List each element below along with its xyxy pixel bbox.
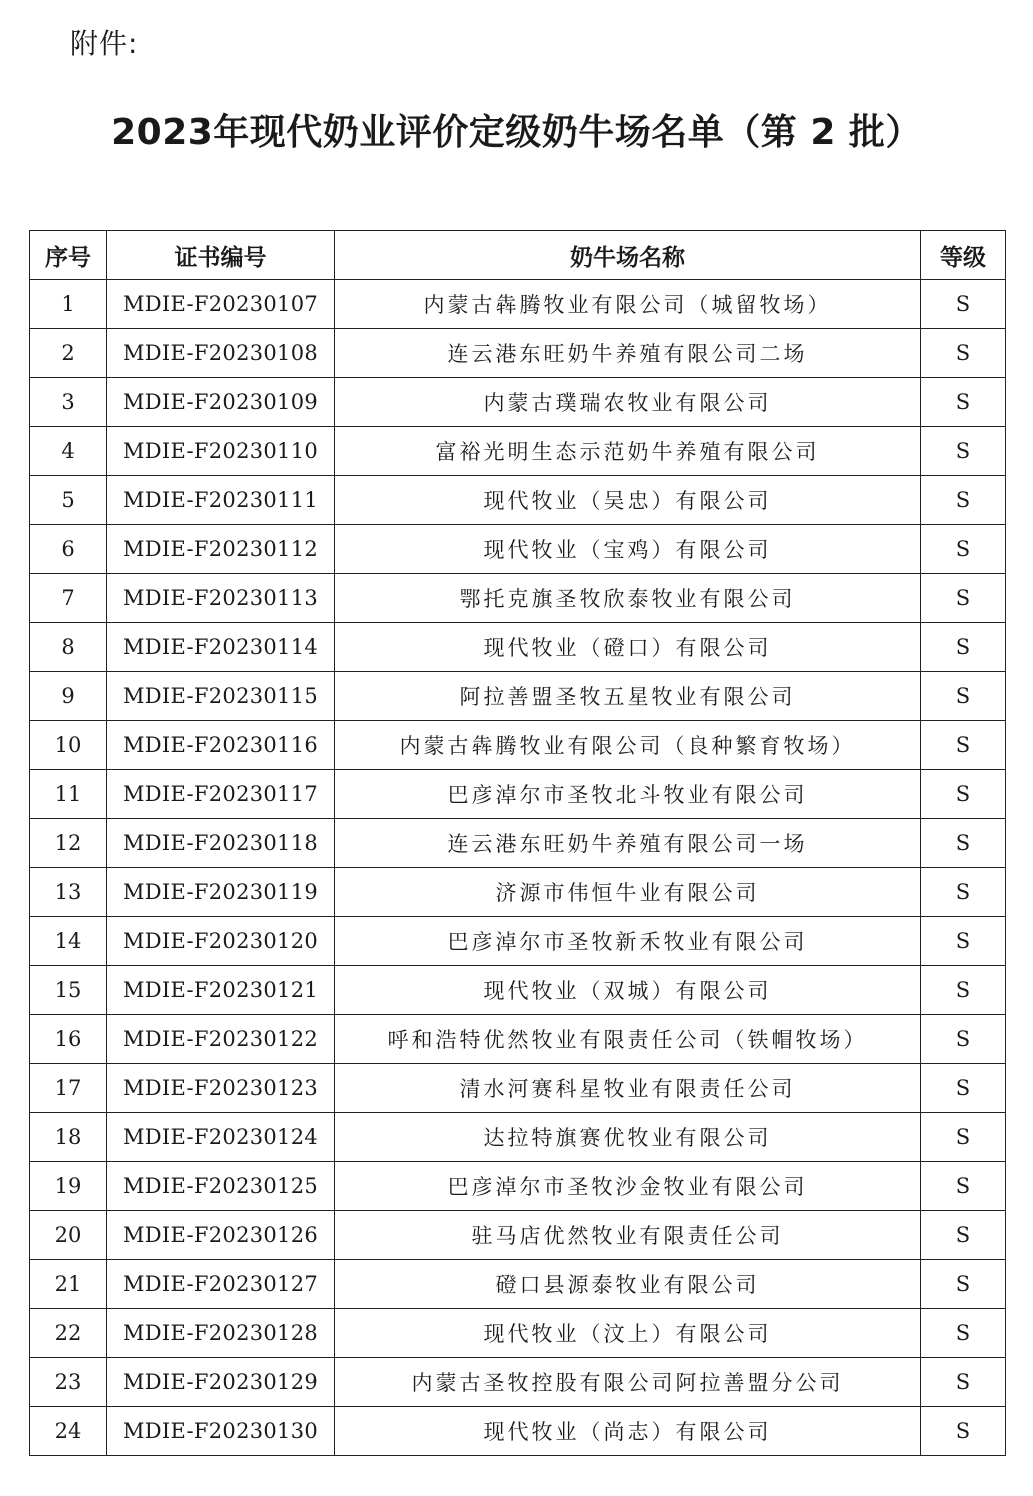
grade: S [921, 819, 1006, 868]
header-farm-name: 奶牛场名称 [335, 231, 921, 280]
table-row [30, 1162, 1006, 1211]
certificate-number: MDIE-F20230111 [107, 476, 335, 525]
header-grade: 等级 [921, 231, 1006, 280]
grade: S [921, 917, 1006, 966]
table-row [30, 574, 1006, 623]
row-index: 10 [30, 721, 107, 770]
grade: S [921, 525, 1006, 574]
row-index: 11 [30, 770, 107, 819]
farm-name: 鄂托克旗圣牧欣泰牧业有限公司 [335, 574, 921, 623]
table-row [30, 1407, 1006, 1456]
grade: S [921, 868, 1006, 917]
table-row [30, 476, 1006, 525]
row-index: 12 [30, 819, 107, 868]
certificate-number: MDIE-F20230113 [107, 574, 335, 623]
grade: S [921, 1162, 1006, 1211]
farm-name: 呼和浩特优然牧业有限责任公司（铁帽牧场） [335, 1015, 921, 1064]
attachment-label: 附件: [70, 27, 139, 60]
farm-name: 富裕光明生态示范奶牛养殖有限公司 [335, 427, 921, 476]
table-header-row [30, 231, 1006, 280]
grade: S [921, 378, 1006, 427]
grade: S [921, 476, 1006, 525]
row-index: 19 [30, 1162, 107, 1211]
table-row [30, 1260, 1006, 1309]
row-index: 16 [30, 1015, 107, 1064]
certificate-number: MDIE-F20230129 [107, 1358, 335, 1407]
farm-name: 巴彦淖尔市圣牧新禾牧业有限公司 [335, 917, 921, 966]
row-index: 17 [30, 1064, 107, 1113]
certificate-number: MDIE-F20230130 [107, 1407, 335, 1456]
farm-name: 现代牧业（宝鸡）有限公司 [335, 525, 921, 574]
table-row [30, 427, 1006, 476]
farm-name: 现代牧业（吴忠）有限公司 [335, 476, 921, 525]
header-certificate-number: 证书编号 [107, 231, 335, 280]
farm-name: 内蒙古圣牧控股有限公司阿拉善盟分公司 [335, 1358, 921, 1407]
row-index: 14 [30, 917, 107, 966]
table-row [30, 1211, 1006, 1260]
grade: S [921, 1064, 1006, 1113]
farm-name: 内蒙古犇腾牧业有限公司（城留牧场） [335, 280, 921, 329]
table-row [30, 1015, 1006, 1064]
row-index: 9 [30, 672, 107, 721]
grade: S [921, 1113, 1006, 1162]
farm-name: 济源市伟恒牛业有限公司 [335, 868, 921, 917]
table-row [30, 770, 1006, 819]
certificate-number: MDIE-F20230122 [107, 1015, 335, 1064]
farm-name: 内蒙古璞瑞农牧业有限公司 [335, 378, 921, 427]
row-index: 5 [30, 476, 107, 525]
grade: S [921, 1015, 1006, 1064]
certificate-number: MDIE-F20230110 [107, 427, 335, 476]
farm-name: 巴彦淖尔市圣牧北斗牧业有限公司 [335, 770, 921, 819]
certificate-number: MDIE-F20230107 [107, 280, 335, 329]
table-row [30, 525, 1006, 574]
certificate-number: MDIE-F20230121 [107, 966, 335, 1015]
table-row [30, 623, 1006, 672]
certificate-number: MDIE-F20230117 [107, 770, 335, 819]
farm-name: 连云港东旺奶牛养殖有限公司一场 [335, 819, 921, 868]
grade: S [921, 1309, 1006, 1358]
farm-name: 现代牧业（汶上）有限公司 [335, 1309, 921, 1358]
row-index: 4 [30, 427, 107, 476]
certificate-number: MDIE-F20230127 [107, 1260, 335, 1309]
row-index: 1 [30, 280, 107, 329]
grade: S [921, 966, 1006, 1015]
row-index: 22 [30, 1309, 107, 1358]
farm-name: 连云港东旺奶牛养殖有限公司二场 [335, 329, 921, 378]
certificate-number: MDIE-F20230115 [107, 672, 335, 721]
farm-name: 巴彦淖尔市圣牧沙金牧业有限公司 [335, 1162, 921, 1211]
table-row [30, 378, 1006, 427]
farm-name: 现代牧业（磴口）有限公司 [335, 623, 921, 672]
certificate-number: MDIE-F20230109 [107, 378, 335, 427]
row-index: 13 [30, 868, 107, 917]
table-row [30, 966, 1006, 1015]
farm-name: 达拉特旗赛优牧业有限公司 [335, 1113, 921, 1162]
table-row [30, 329, 1006, 378]
certificate-number: MDIE-F20230123 [107, 1064, 335, 1113]
row-index: 7 [30, 574, 107, 623]
farm-name: 驻马店优然牧业有限责任公司 [335, 1211, 921, 1260]
farm-name: 阿拉善盟圣牧五星牧业有限公司 [335, 672, 921, 721]
certificate-number: MDIE-F20230108 [107, 329, 335, 378]
grade: S [921, 623, 1006, 672]
row-index: 3 [30, 378, 107, 427]
grade: S [921, 574, 1006, 623]
certificate-number: MDIE-F20230119 [107, 868, 335, 917]
row-index: 20 [30, 1211, 107, 1260]
table-row [30, 1064, 1006, 1113]
farm-name: 现代牧业（双城）有限公司 [335, 966, 921, 1015]
table-row [30, 672, 1006, 721]
row-index: 21 [30, 1260, 107, 1309]
certificate-number: MDIE-F20230120 [107, 917, 335, 966]
row-index: 23 [30, 1358, 107, 1407]
table-row [30, 868, 1006, 917]
certificate-number: MDIE-F20230118 [107, 819, 335, 868]
certificate-number: MDIE-F20230112 [107, 525, 335, 574]
row-index: 15 [30, 966, 107, 1015]
certificate-number: MDIE-F20230116 [107, 721, 335, 770]
grade: S [921, 672, 1006, 721]
grade: S [921, 329, 1006, 378]
certificate-number: MDIE-F20230114 [107, 623, 335, 672]
row-index: 8 [30, 623, 107, 672]
certificate-number: MDIE-F20230124 [107, 1113, 335, 1162]
grade: S [921, 1358, 1006, 1407]
grade: S [921, 770, 1006, 819]
row-index: 2 [30, 329, 107, 378]
grade: S [921, 1211, 1006, 1260]
farm-name: 现代牧业（尚志）有限公司 [335, 1407, 921, 1456]
grade: S [921, 280, 1006, 329]
table-row [30, 819, 1006, 868]
grade: S [921, 427, 1006, 476]
farm-name: 清水河赛科星牧业有限责任公司 [335, 1064, 921, 1113]
table-row [30, 917, 1006, 966]
farm-list-table [29, 230, 1006, 1456]
header-index: 序号 [30, 231, 107, 280]
grade: S [921, 1260, 1006, 1309]
table-row [30, 1309, 1006, 1358]
row-index: 18 [30, 1113, 107, 1162]
row-index: 24 [30, 1407, 107, 1456]
grade: S [921, 721, 1006, 770]
row-index: 6 [30, 525, 107, 574]
certificate-number: MDIE-F20230128 [107, 1309, 335, 1358]
certificate-number: MDIE-F20230126 [107, 1211, 335, 1260]
table-row [30, 1113, 1006, 1162]
farm-name: 磴口县源泰牧业有限公司 [335, 1260, 921, 1309]
certificate-number: MDIE-F20230125 [107, 1162, 335, 1211]
document-title: 2023年现代奶业评价定级奶牛场名单（第 2 批） [111, 112, 922, 153]
grade: S [921, 1407, 1006, 1456]
table-row [30, 1358, 1006, 1407]
table-row [30, 280, 1006, 329]
farm-name: 内蒙古犇腾牧业有限公司（良种繁育牧场） [335, 721, 921, 770]
table-row [30, 721, 1006, 770]
